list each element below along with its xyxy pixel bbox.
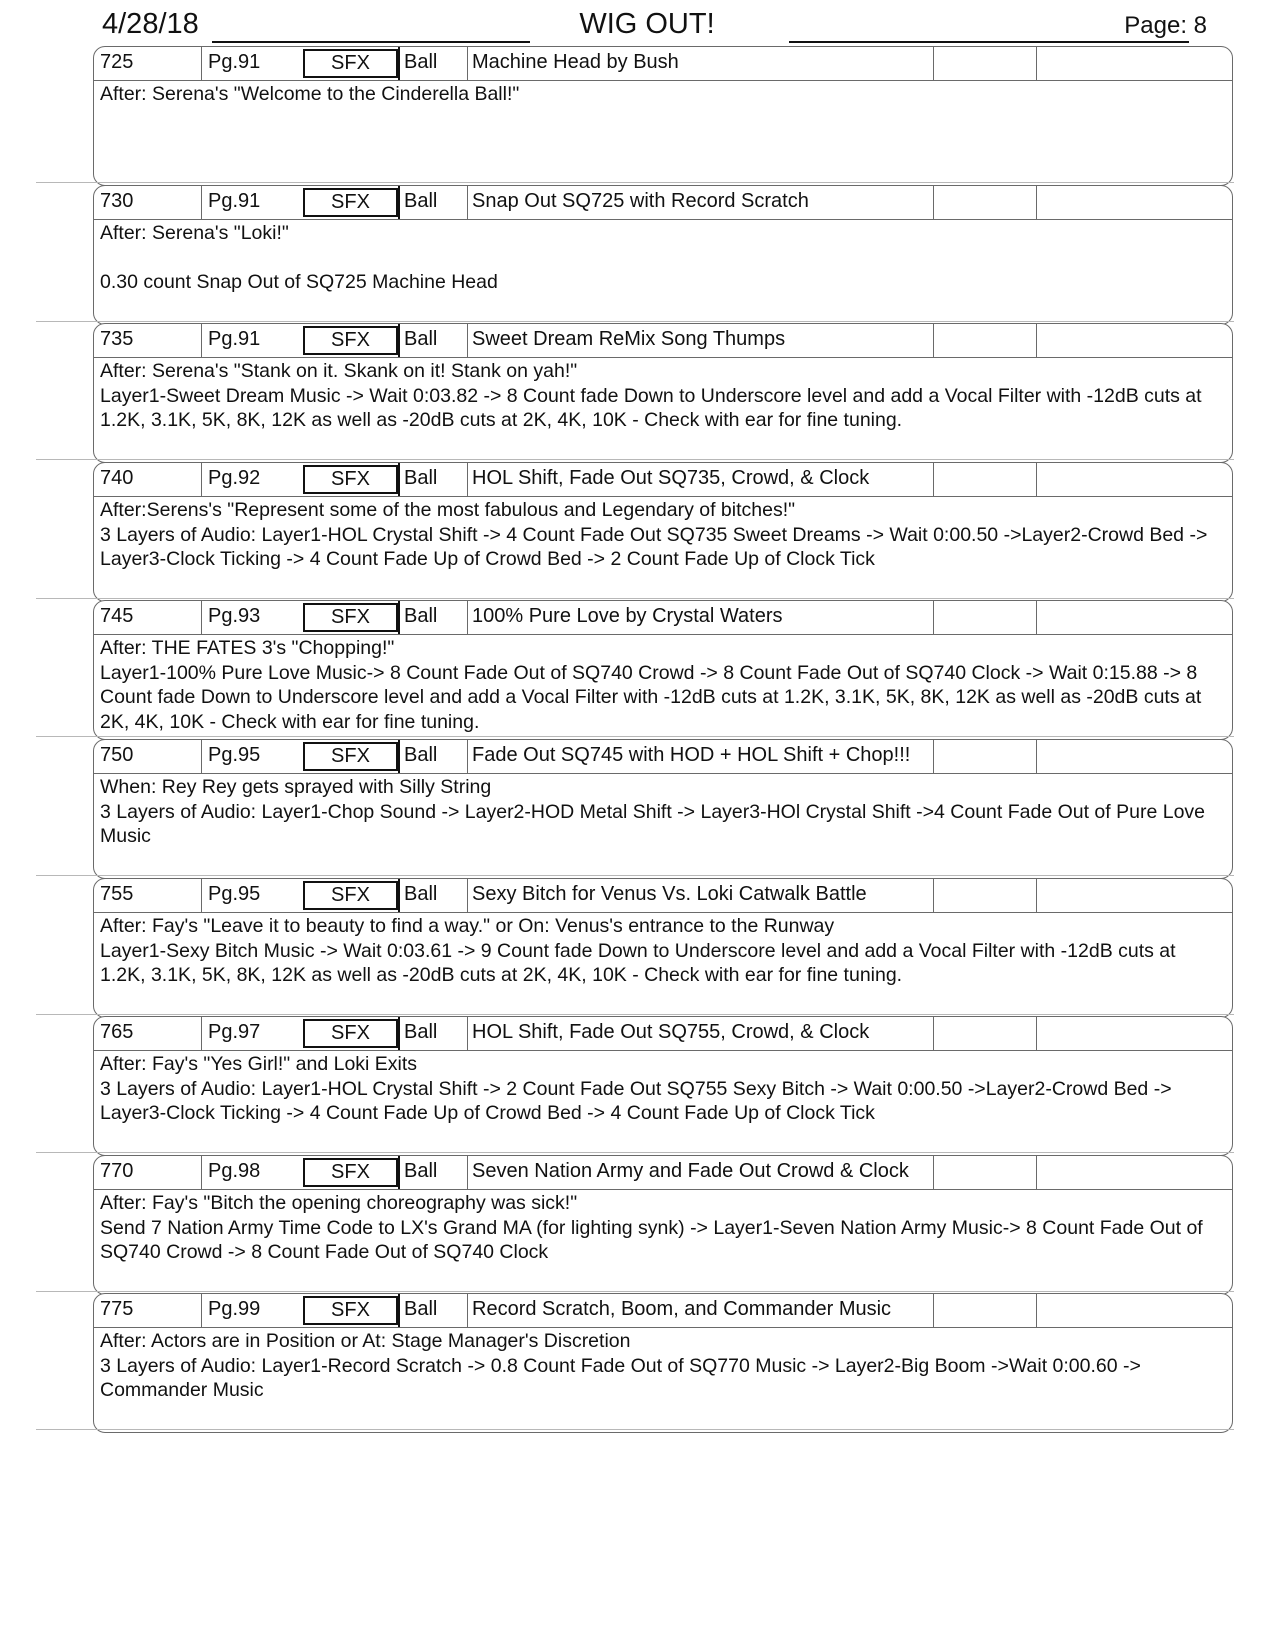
cue-location: Ball [398,879,468,912]
cue-location: Ball [398,324,468,357]
cue-type: SFX [303,742,398,771]
cue-description: Machine Head by Bush [468,47,934,80]
cue-page: Pg.93 [208,605,261,627]
cue-number: 770 [100,1156,202,1189]
cue-location: Ball [398,186,468,219]
cue-number: 740 [100,463,202,496]
cue-empty-cell [1037,463,1227,496]
cue-empty-cell [934,601,1037,634]
cue-separator [36,321,1234,322]
cue-type: SFX [303,1158,398,1187]
cue-page: Pg.97 [208,1021,261,1043]
cue-block [93,1155,1233,1295]
cue-empty-cell [1037,324,1227,357]
cue-separator [36,598,1234,599]
cue-number: 750 [100,740,202,773]
cue-number: 730 [100,186,202,219]
cue-number: 735 [100,324,202,357]
cue-empty-cell [934,1017,1037,1050]
cue-location: Ball [398,740,468,773]
cue-notes: After: Serena's "Welcome to the Cinderella Ball!" [100,83,520,105]
cue-number: 765 [100,1017,202,1050]
cue-page: Pg.91 [208,190,261,212]
cue-header-row [94,186,1232,220]
cue-empty-cell [1037,1017,1227,1050]
cue-type: SFX [303,1019,398,1048]
cue-description: HOL Shift, Fade Out SQ735, Crowd, & Clock [468,463,934,496]
cue-location: Ball [398,47,468,80]
cue-location: Ball [398,1156,468,1189]
cue-block [93,1293,1233,1433]
cue-description: HOL Shift, Fade Out SQ755, Crowd, & Clock [468,1017,934,1050]
cue-separator [36,1291,1234,1292]
cue-description: Fade Out SQ745 with HOD + HOL Shift + Chop!!! [468,740,934,773]
cue-notes: After: Fay's "Yes Girl!" and Loki Exits 3 Layers of Audio: Layer1-HOL Crystal Shift -> 2 Count Fade Out SQ755 Sexy Bitch -> Wait 0:00.50 ->Layer2-Crowd Bed -> Layer3-Clock Ticking -> 4 Count Fade Up of Crowd Bed -> 4 Count Fade Up of Clock Tick [100,1053,1172,1124]
cue-notes: After: Fay's "Leave it to beauty to find a way." or On: Venus's entrance to the Runway Layer1-Sexy Bitch Music -> Wait 0:03.61 -> 9 Count fade Down to Underscore level and add a Vocal Filter with -12dB cuts at 1.2K, 3.1K, 5K, 8K, 12K as well as -20dB cuts at 2K, 4K, 10K - Check with ear for fine tuning. [100,915,1176,986]
cue-notes: When: Rey Rey gets sprayed with Silly String 3 Layers of Audio: Layer1-Chop Sound -> Layer2-HOD Metal Shift -> Layer3-HOl Crystal Shift ->4 Count Fade Out of Pure Love Music [100,776,1206,847]
cue-header-row [94,1294,1232,1328]
cue-separator [36,1429,1234,1430]
cue-notes: After: Fay's "Bitch the opening choreography was sick!" Send 7 Nation Army Time Code to LX's Grand MA (for lighting synk) -> Layer1-Seven Nation Army Music-> 8 Count Fade Out of SQ740 Crowd -> 8 Count Fade Out of SQ740 Clock [100,1192,1203,1263]
cue-notes: After: Serena's "Stank on it. Skank on it! Stank on yah!" Layer1-Sweet Dream Music -> Wait 0:03.82 -> 8 Count fade Down to Underscore level and add a Vocal Filter with -12dB cuts at 1.2K, 3.1K, 5K, 8K, 12K as well as -20dB cuts at 2K, 4K, 10K - Check with ear for fine tuning. [100,360,1202,431]
cue-separator [36,182,1234,183]
cue-notes: After: Actors are in Position or At: Stage Manager's Discretion 3 Layers of Audio: Layer1-Record Scratch -> 0.8 Count Fade Out of SQ770 Music -> Layer2-Big Boom ->Wait 0:00.60 -> Commander Music [100,1330,1141,1401]
cue-page: Pg.91 [208,51,261,73]
cue-type: SFX [303,326,398,355]
cue-description: Record Scratch, Boom, and Commander Music [468,1294,934,1327]
cue-description: 100% Pure Love by Crystal Waters [468,601,934,634]
cue-separator [36,1152,1234,1153]
show-title: WIG OUT! [579,8,715,40]
cue-block [93,46,1233,186]
cue-block [93,323,1233,463]
cue-block [93,462,1233,602]
cue-description: Seven Nation Army and Fade Out Crowd & Clock [468,1156,934,1189]
cue-type: SFX [303,603,398,632]
cue-block [93,600,1233,740]
cue-notes: After:Serens's "Represent some of the most fabulous and Legendary of bitches!" 3 Layers of Audio: Layer1-HOL Crystal Shift -> 4 Count Fade Out SQ735 Sweet Dreams -> Wait 0:00.50 ->Layer2-Crowd Bed -> Layer3-Clock Ticking -> 4 Count Fade Up of Crowd Bed -> 2 Count Fade Up of Clock Tick [100,499,1208,570]
cue-type: SFX [303,1296,398,1325]
cue-empty-cell [1037,1294,1227,1327]
cue-page: Pg.92 [208,467,261,489]
cue-header-row [94,879,1232,913]
cue-header-row [94,601,1232,635]
cue-separator [36,459,1234,460]
cue-empty-cell [934,1156,1037,1189]
cue-type: SFX [303,465,398,494]
cue-block [93,1016,1233,1156]
cue-description: Sexy Bitch for Venus Vs. Loki Catwalk Battle [468,879,934,912]
cue-empty-cell [934,47,1037,80]
cue-empty-cell [1037,740,1227,773]
cue-empty-cell [934,879,1037,912]
cue-header-row [94,463,1232,497]
cue-type: SFX [303,49,398,78]
cue-location: Ball [398,1294,468,1327]
cue-description: Sweet Dream ReMix Song Thumps [468,324,934,357]
cue-type: SFX [303,188,398,217]
cue-empty-cell [1037,601,1227,634]
header-date: 4/28/18 [102,8,199,40]
header-rule-right [789,41,1189,43]
cue-separator [36,1014,1234,1015]
cue-number: 755 [100,879,202,912]
cue-notes: After: THE FATES 3's "Chopping!" Layer1-100% Pure Love Music-> 8 Count Fade Out of SQ740 Crowd -> 8 Count Fade Out of SQ740 Clock -> Wait 0:15.88 -> 8 Count fade Down to Underscore level and add a Vocal Filter with -12dB cuts at 1.2K, 3.1K, 5K, 8K, 12K as well as -20dB cuts at 2K, 4K, 10K - Check with ear for fine tuning. [100,637,1202,733]
cue-empty-cell [934,186,1037,219]
cue-page: Pg.99 [208,1298,261,1320]
cue-empty-cell [1037,1156,1227,1189]
cue-number: 725 [100,47,202,80]
cue-empty-cell [934,463,1037,496]
cue-empty-cell [934,324,1037,357]
cue-location: Ball [398,601,468,634]
cue-header-row [94,47,1232,81]
cue-page: Pg.95 [208,883,261,905]
cue-separator [36,736,1234,737]
cue-separator [36,875,1234,876]
cue-empty-cell [1037,186,1227,219]
cue-header-row [94,1017,1232,1051]
cue-empty-cell [1037,47,1227,80]
cue-empty-cell [934,1294,1037,1327]
cue-description: Snap Out SQ725 with Record Scratch [468,186,934,219]
cue-header-row [94,1156,1232,1190]
cue-header-row [94,740,1232,774]
cue-type: SFX [303,881,398,910]
cue-page: Pg.95 [208,744,261,766]
cue-block [93,739,1233,879]
cue-notes: After: Serena's "Loki!" 0.30 count Snap Out of SQ725 Machine Head [100,222,498,293]
cue-empty-cell [1037,879,1227,912]
cue-empty-cell [934,740,1037,773]
cue-location: Ball [398,463,468,496]
cue-number: 745 [100,601,202,634]
cue-number: 775 [100,1294,202,1327]
cue-header-row [94,324,1232,358]
page-number: Page: 8 [1124,12,1207,39]
cue-page: Pg.98 [208,1160,261,1182]
cue-block [93,878,1233,1018]
cue-block [93,185,1233,325]
cue-page: Pg.91 [208,328,261,350]
page-header [102,8,1207,46]
header-rule-left [212,41,530,43]
cue-location: Ball [398,1017,468,1050]
